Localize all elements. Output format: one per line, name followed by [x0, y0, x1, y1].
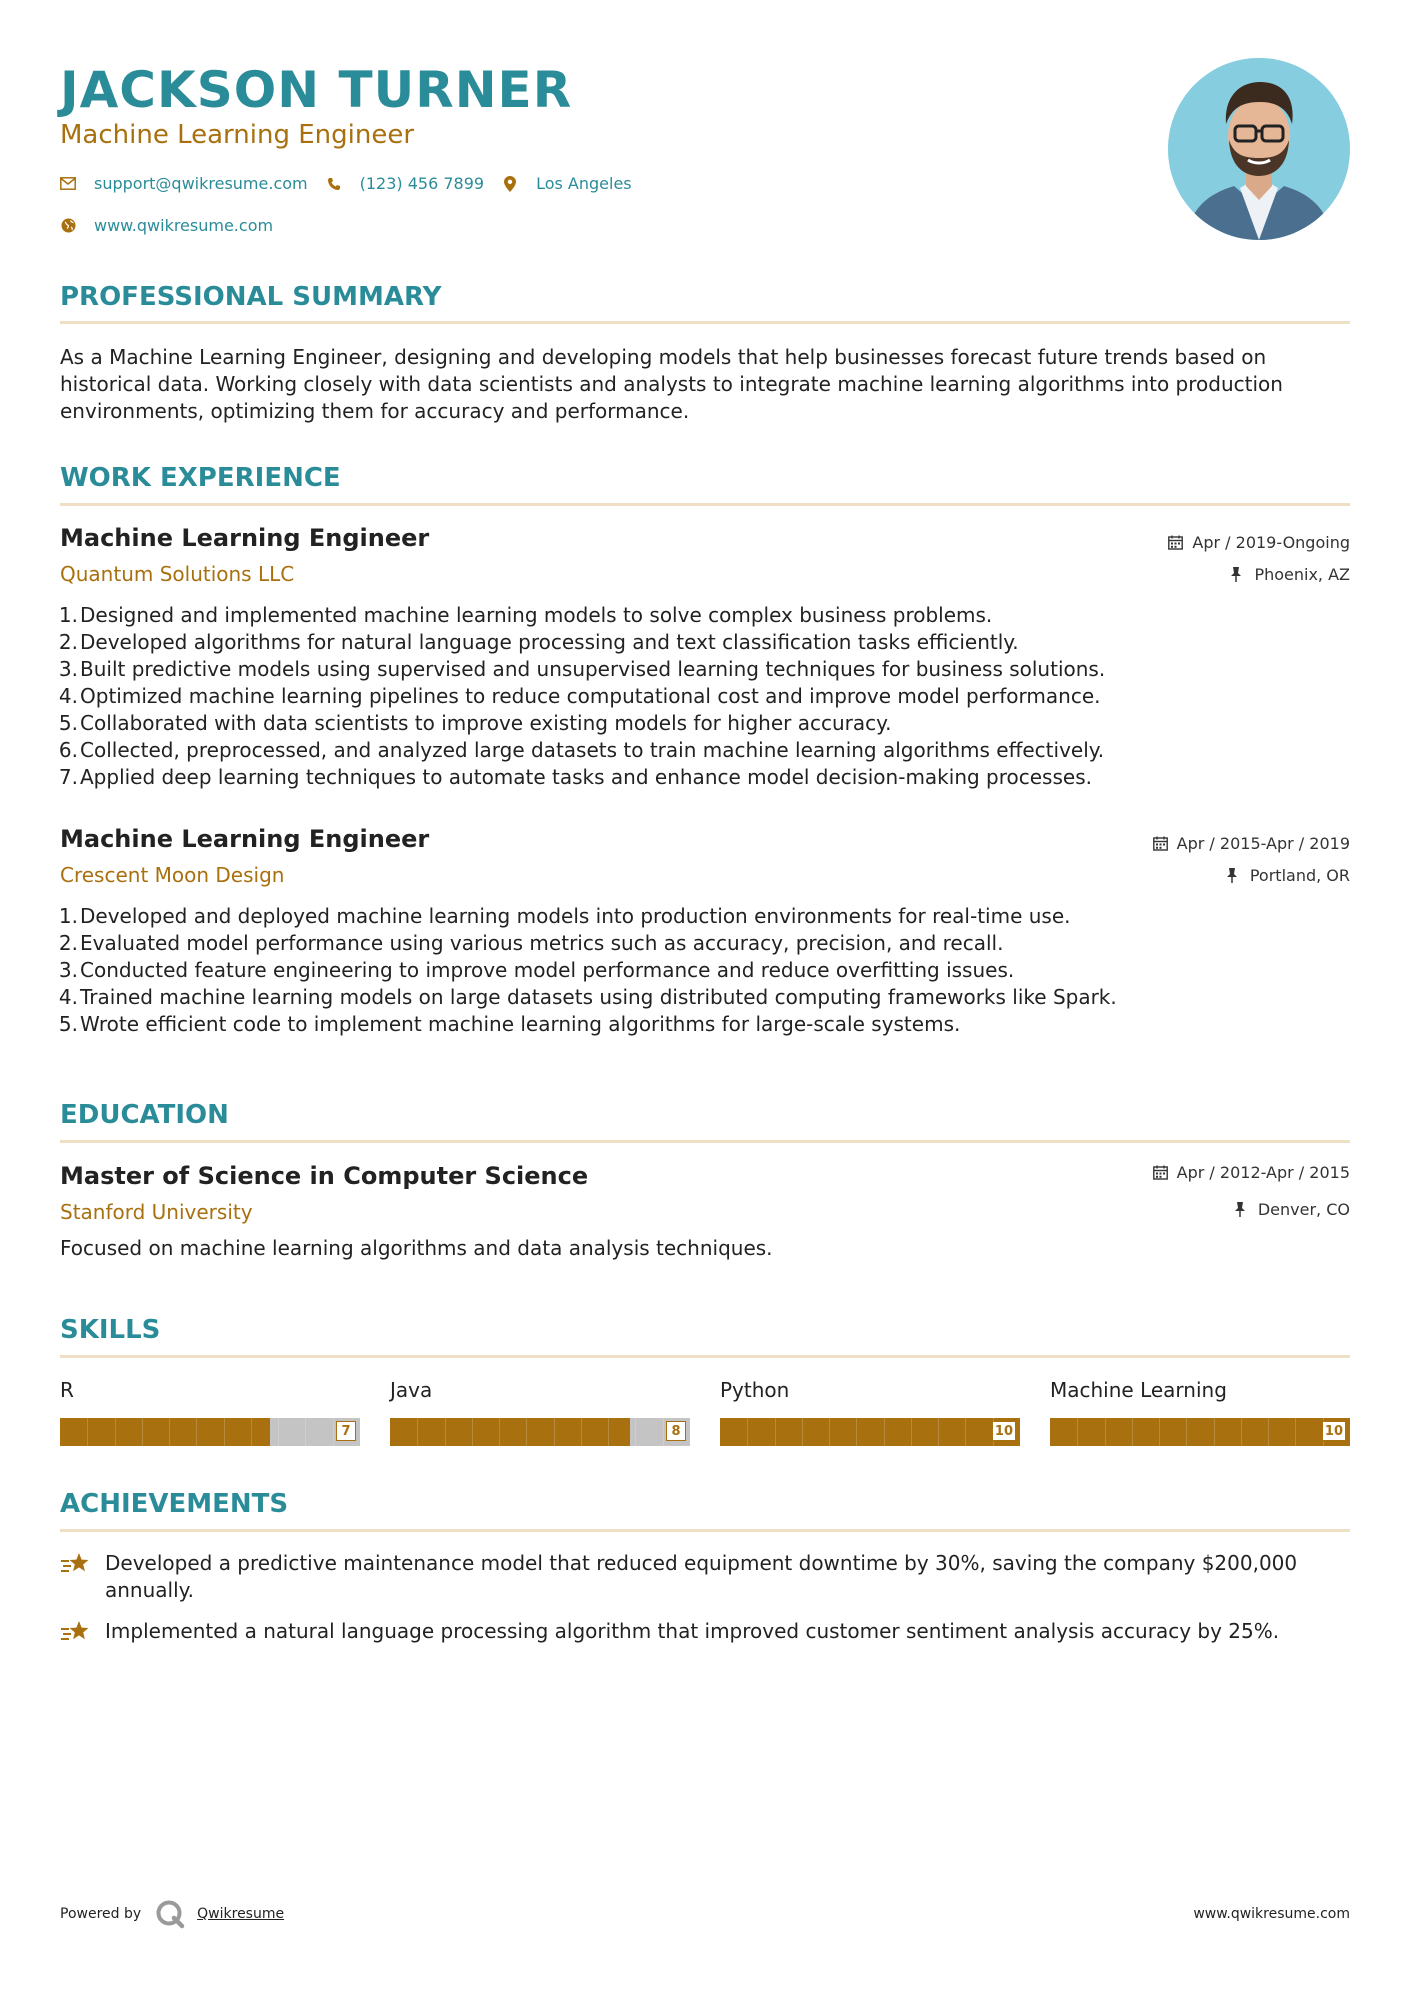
achievement-item — [60, 1618, 1350, 1646]
skill-bar-segment — [1077, 1418, 1078, 1446]
calendar-icon — [1153, 836, 1169, 852]
skill-bar-segment — [87, 1418, 88, 1446]
shooting-star-icon — [60, 1550, 92, 1578]
skill-bar-segment — [747, 1418, 748, 1446]
skill-bar-segment — [775, 1418, 776, 1446]
calendar-icon — [1168, 535, 1184, 551]
skill-bar-fill — [1050, 1418, 1350, 1446]
skill-bar-segment — [472, 1418, 473, 1446]
skill-bar-segment — [1295, 1418, 1296, 1446]
job-dates-text: Apr / 2015-Apr / 2019 — [1176, 834, 1350, 853]
skill-bar-segment — [856, 1418, 857, 1446]
skill-bar-segment — [1159, 1418, 1160, 1446]
skill-bar-segment — [278, 1418, 279, 1446]
list-item: 4. Trained machine learning models on large datasets using distributed computing frameworks like Spark. — [58, 985, 1117, 1009]
skill-bar-segment — [445, 1418, 446, 1446]
skill-bar-segment — [829, 1418, 830, 1446]
skill-name: Machine Learning — [1050, 1378, 1227, 1402]
skill-bar-segment — [884, 1418, 885, 1446]
pushpin-icon — [1234, 1202, 1250, 1218]
skill-bar-segment — [1132, 1418, 1133, 1446]
skill-bar-segment — [417, 1418, 418, 1446]
email-link[interactable]: support@qwikresume.com — [94, 174, 308, 193]
job-location-text: Phoenix, AZ — [1254, 565, 1350, 584]
section-divider — [60, 1140, 1350, 1143]
skill-bar-fill — [60, 1418, 270, 1446]
list-item: 4. Optimized machine learning pipelines to reduce computational cost and improve model performance. — [58, 684, 1101, 708]
skill-bar-segment — [142, 1418, 143, 1446]
location-text: Los Angeles — [536, 174, 632, 193]
list-item: 2. Developed algorithms for natural language processing and text classification tasks efficiently. — [58, 630, 1019, 654]
achievement-text: Developed a predictive maintenance model that reduced equipment downtime by 30%, saving the company $200,000 annually. — [105, 1551, 1298, 1602]
section-divider — [60, 503, 1350, 506]
globe-icon — [60, 218, 76, 234]
skill-name: Java — [390, 1378, 433, 1402]
achievements-heading: ACHIEVEMENTS — [60, 1489, 289, 1519]
skill-bar — [390, 1418, 690, 1446]
skill-name: R — [60, 1378, 74, 1402]
skill-bar-segment — [1241, 1418, 1242, 1446]
skill-score: 10 — [992, 1421, 1016, 1441]
job-dates — [1168, 533, 1350, 553]
skill-bar-segment — [608, 1418, 609, 1446]
list-item: 5. Wrote efficient code to implement machine learning algorithms for large-scale systems. — [58, 1012, 961, 1036]
skill-bar-segment — [169, 1418, 170, 1446]
website-row — [60, 216, 291, 235]
skill-bar-segment — [635, 1418, 636, 1446]
skill-bar — [720, 1418, 1020, 1446]
skill-item — [1050, 1377, 1350, 1446]
job-bullets — [52, 602, 1352, 791]
powered-by-label: Powered by — [60, 1906, 142, 1922]
pushpin-icon — [1226, 868, 1242, 884]
skill-bar-segment — [499, 1418, 500, 1446]
job-dates-text: Apr / 2019-Ongoing — [1192, 533, 1350, 552]
skill-bar-segment — [1186, 1418, 1187, 1446]
candidate-title: Machine Learning Engineer — [60, 120, 415, 150]
list-item: 3. Built predictive models using supervised and unsupervised learning techniques for business solutions. — [58, 657, 1106, 681]
job-location — [1230, 565, 1350, 585]
job-title: Machine Learning Engineer — [60, 524, 430, 552]
skill-bar-segment — [526, 1418, 527, 1446]
job-dates — [1153, 834, 1350, 854]
qwikresume-logo-icon — [155, 1899, 185, 1929]
list-item: 6. Collected, preprocessed, and analyzed large datasets to train machine learning algorithms effectively. — [58, 738, 1105, 762]
profile-photo — [1168, 58, 1350, 240]
education-heading: EDUCATION — [60, 1100, 229, 1130]
shooting-star-icon — [60, 1618, 92, 1646]
contact-row — [60, 174, 650, 193]
qwikresume-link[interactable]: Qwikresume — [197, 1906, 285, 1922]
footer-powered-by — [60, 1899, 284, 1929]
list-item: 1. Designed and implemented machine learning models to solve complex business problems. — [58, 603, 993, 627]
skills-heading: SKILLS — [60, 1315, 161, 1345]
education-location — [1234, 1200, 1350, 1220]
pushpin-icon — [1230, 567, 1246, 583]
skill-bar — [1050, 1418, 1350, 1446]
education-description: Focused on machine learning algorithms and data analysis techniques. — [60, 1236, 773, 1260]
skill-bar-segment — [1105, 1418, 1106, 1446]
job-location-text: Portland, OR — [1249, 866, 1350, 885]
skill-score: 7 — [336, 1421, 356, 1441]
company-name: Crescent Moon Design — [60, 863, 285, 887]
calendar-icon — [1153, 1165, 1169, 1181]
skill-bar-segment — [581, 1418, 582, 1446]
skill-bar-segment — [1214, 1418, 1215, 1446]
skill-bar-segment — [333, 1418, 334, 1446]
achievement-item — [60, 1550, 1350, 1604]
footer-website[interactable]: www.qwikresume.com — [1193, 1906, 1350, 1922]
phone-icon — [326, 176, 342, 192]
skill-bar-segment — [965, 1418, 966, 1446]
skill-bar-segment — [1268, 1418, 1269, 1446]
achievement-text: Implemented a natural language processing algorithm that improved customer sentiment analysis accuracy by 25%. — [105, 1619, 1280, 1643]
skill-item — [390, 1377, 690, 1446]
skill-item — [720, 1377, 1020, 1446]
section-divider — [60, 1355, 1350, 1358]
job-title: Machine Learning Engineer — [60, 825, 430, 853]
skill-bar-segment — [554, 1418, 555, 1446]
skill-bar-segment — [251, 1418, 252, 1446]
skill-bar-fill — [390, 1418, 630, 1446]
section-divider — [60, 1529, 1350, 1532]
map-pin-icon — [502, 176, 518, 192]
skill-bar-segment — [663, 1418, 664, 1446]
envelope-icon — [60, 176, 76, 192]
skill-bar-segment — [196, 1418, 197, 1446]
experience-heading: WORK EXPERIENCE — [60, 463, 341, 493]
summary-text: As a Machine Learning Engineer, designing and developing models that help businesses forecast future trends based on historical data. Working closely with data scientists and analysts to integrate machine learning algorithms into production environments, optimizing them for accuracy and performance. — [60, 345, 1283, 423]
phone-number[interactable]: (123) 456 7899 — [359, 174, 485, 193]
company-name: Quantum Solutions LLC — [60, 562, 295, 586]
skill-bar-segment — [911, 1418, 912, 1446]
education-dates — [1153, 1163, 1350, 1183]
skill-bar-fill — [720, 1418, 1020, 1446]
candidate-name: JACKSON TURNER — [60, 61, 573, 119]
list-item: 2. Evaluated model performance using various metrics such as accuracy, precision, and recall. — [58, 931, 1004, 955]
website-link[interactable]: www.qwikresume.com — [94, 216, 274, 235]
skill-item — [60, 1377, 360, 1446]
degree-title: Master of Science in Computer Science — [60, 1162, 589, 1190]
skill-score: 10 — [1322, 1421, 1346, 1441]
list-item: 5. Collaborated with data scientists to improve existing models for higher accuracy. — [58, 711, 892, 735]
skill-bar-segment — [224, 1418, 225, 1446]
skill-bar-segment — [305, 1418, 306, 1446]
summary-heading: PROFESSIONAL SUMMARY — [60, 282, 442, 312]
skill-bar — [60, 1418, 360, 1446]
list-item: 1. Developed and deployed machine learning models into production environments for real-time use. — [58, 904, 1071, 928]
skill-name: Python — [720, 1378, 790, 1402]
list-item: 7. Applied deep learning techniques to automate tasks and enhance model decision-making processes. — [58, 765, 1092, 789]
skill-bar-segment — [115, 1418, 116, 1446]
list-item: 3. Conducted feature engineering to improve model performance and reduce overfitting issues. — [58, 958, 1015, 982]
skill-bar-segment — [938, 1418, 939, 1446]
skill-score: 8 — [666, 1421, 686, 1441]
school-name: Stanford University — [60, 1200, 253, 1224]
section-divider — [60, 321, 1350, 324]
skill-bar-segment — [802, 1418, 803, 1446]
education-dates-text: Apr / 2012-Apr / 2015 — [1176, 1163, 1350, 1182]
job-location — [1226, 866, 1350, 886]
education-location-text: Denver, CO — [1257, 1200, 1350, 1219]
job-bullets — [52, 903, 1352, 1038]
